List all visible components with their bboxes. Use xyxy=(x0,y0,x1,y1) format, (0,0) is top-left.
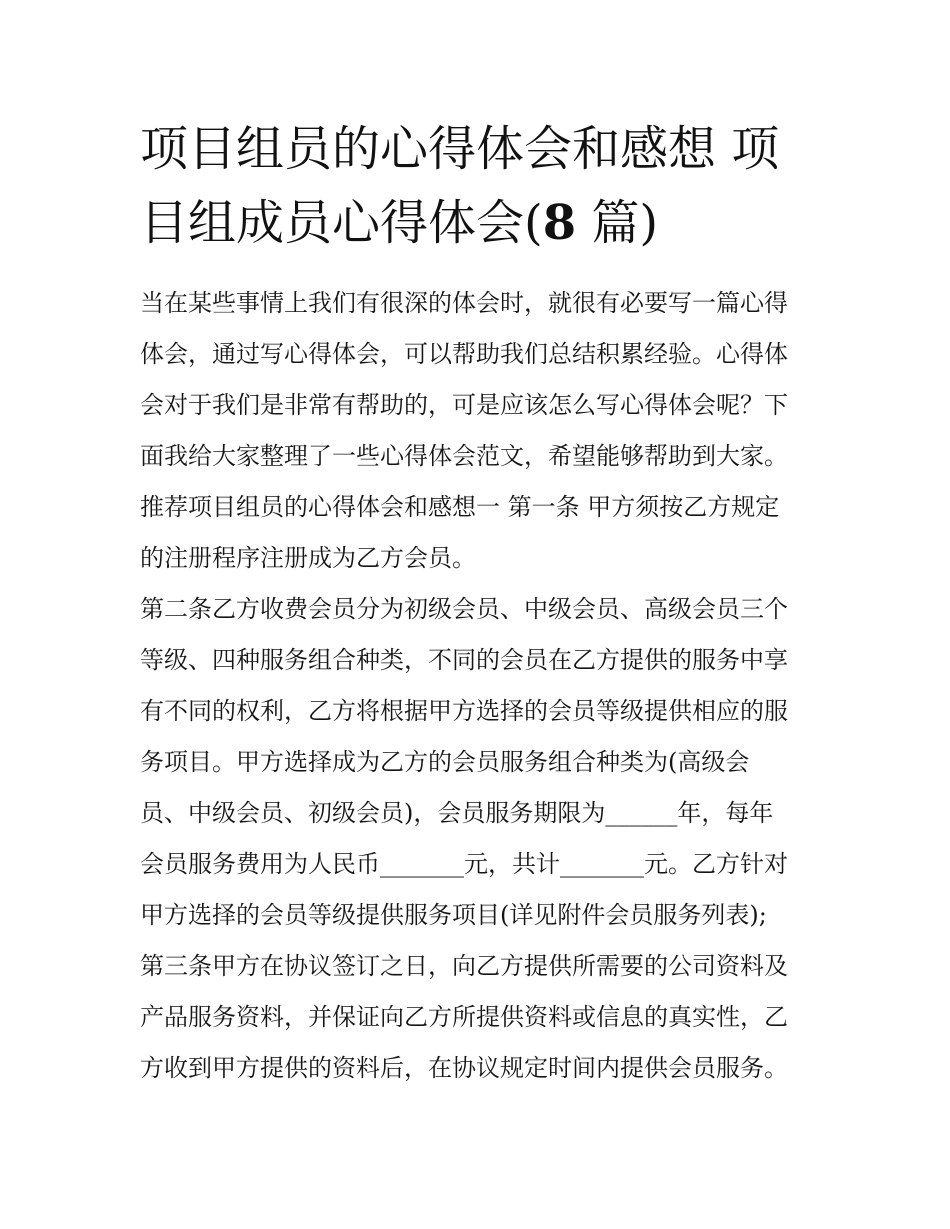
body-line-5: 推荐项目组员的心得体会和感想一 第一条 甲方须按乙方规定 xyxy=(140,493,780,521)
title-line-2-suffix: 篇) xyxy=(576,195,659,251)
title-line-1: 项目组员的心得体会和感想 项 xyxy=(140,121,780,177)
body-line-3: 会对于我们是非常有帮助的，可是应该怎么写心得体会呢？下 xyxy=(140,391,788,419)
title-line-2-prefix: 目组成员心得体会( xyxy=(140,195,543,251)
body-line-11: 员、中级会员、初级会员)，会员服务期限为______年，每年 xyxy=(140,799,774,827)
body-line-9: 有不同的权利，乙方将根据甲方选择的会员等级提供相应的服 xyxy=(140,697,788,725)
body-line-14: 第三条甲方在协议签订之日，向乙方提供所需要的公司资料及 xyxy=(140,952,788,980)
body-line-6: 的注册程序注册成为乙方会员。 xyxy=(140,544,476,572)
body-line-8: 等级、四种服务组合种类，不同的会员在乙方提供的服务中享 xyxy=(140,646,788,674)
body-line-2: 体会，通过写心得体会，可以帮助我们总结积累经验。心得体 xyxy=(140,340,788,368)
body-line-15: 产品服务资料，并保证向乙方所提供资料或信息的真实性，乙 xyxy=(140,1003,788,1031)
title-article-count: 8 xyxy=(542,195,577,251)
body-line-7: 第二条乙方收费会员分为初级会员、中级会员、高级会员三个 xyxy=(140,595,788,623)
body-line-12: 会员服务费用为人民币_______元，共计_______元。乙方针对 xyxy=(140,850,788,878)
body-line-1: 当在某些事情上我们有很深的体会时，就很有必要写一篇心得 xyxy=(140,289,788,317)
document-title xyxy=(140,112,820,260)
body-line-10: 务项目。甲方选择成为乙方的会员服务组合种类为(高级会 xyxy=(140,748,750,776)
body-line-16: 方收到甲方提供的资料后，在协议规定时间内提供会员服务。 xyxy=(140,1054,788,1082)
document-body xyxy=(140,278,820,1094)
body-line-13: 甲方选择的会员等级提供服务项目(详见附件会员服务列表); xyxy=(140,901,767,929)
body-line-4: 面我给大家整理了一些心得体会范文，希望能够帮助到大家。 xyxy=(140,442,788,470)
